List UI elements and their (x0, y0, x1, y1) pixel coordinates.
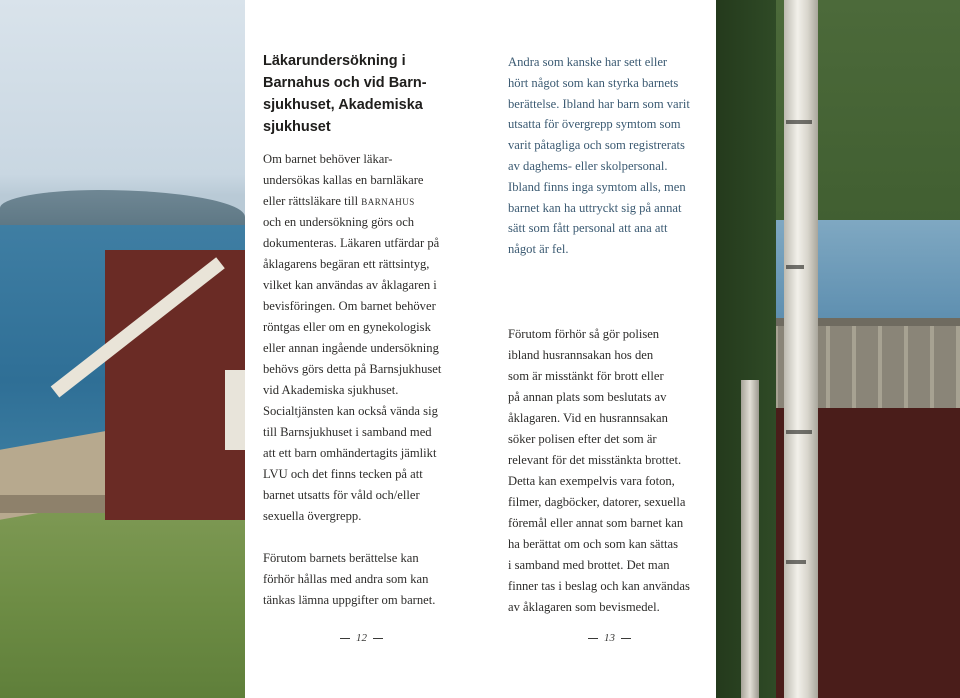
page-number-right: 13 (588, 632, 631, 644)
right-paragraph-2: Förutom förhör så gör polisen ibland husrannsakan hos den som är misstänkt för brott eller på annan plats som beslutats av åklagaren. Vid en husrannsakan söker polisen efter det som är relevant för det misstänkta brottet. Detta kan exempelvis vara foton, filmer, dagböcker, datorer, sexuella föremål eller annat som barnet kan ha berättat om och som kan sättas i samband med brottet. Det man finner tas i beslag och kan användas av åklagaren som bevismedel. (508, 326, 690, 614)
section-heading: Läkarundersökning i Barnahus och vid Barn- sjukhuset, Akademiska sjukhuset (263, 53, 427, 135)
left-page-text (263, 50, 478, 611)
small-birch-trunk (741, 380, 759, 698)
birch-bark-mark (786, 265, 804, 269)
page-number-left: 12 (340, 632, 383, 644)
birch-bark-mark (786, 560, 806, 564)
lawn (0, 500, 245, 698)
birch-trunk (784, 0, 818, 698)
right-page-text (508, 52, 708, 618)
birch-and-shed-photo (716, 0, 960, 698)
left-paragraph-1: Om barnet behöver läkar- undersökas kallas en barnläkare eller rättsläkare till barnahus och en undersökning görs och dokumenteras. Läkaren utfärdar på åklagarens begäran ett rättsintyg, vilket kan användas av åklagaren i bevisföringen. Om barnet behöver röntgas eller om en gynekologisk eller annan ingående undersökning behövs görs detta på Barnsjukhuset vid Akademiska sjukhuset. Socialtjänsten kan också vända sig till Barnsjukhuset i samband med att ett barn omhändertagits jämlikt LVU och det finns tecken på att barnet utsatts för våld och/eller sexuella övergrepp. (263, 152, 442, 523)
birch-bark-mark (786, 430, 812, 434)
left-paragraph-2: Förutom barnets berättelse kan förhör hållas med andra som kan tänkas lämna uppgifter om barnet. (263, 551, 436, 607)
birch-bark-mark (786, 120, 812, 124)
right-paragraph-1: Andra som kanske har sett eller hört något som kan styrka barnets berättelse. Ibland har barn som varit utsatta för övergrepp symtom som varit påtagliga och som registrerats av daghems- eller skolpersonal. Ibland finns inga symtom alls, men barnet kan ha uttryckt sig på annat sätt som fått personal att ana att något är fel. (508, 55, 690, 257)
dock-edge (0, 495, 110, 513)
barnahus-smallcaps: barnahus (361, 194, 415, 208)
cabin-window (225, 370, 245, 450)
lakeside-house-photo (0, 0, 245, 698)
